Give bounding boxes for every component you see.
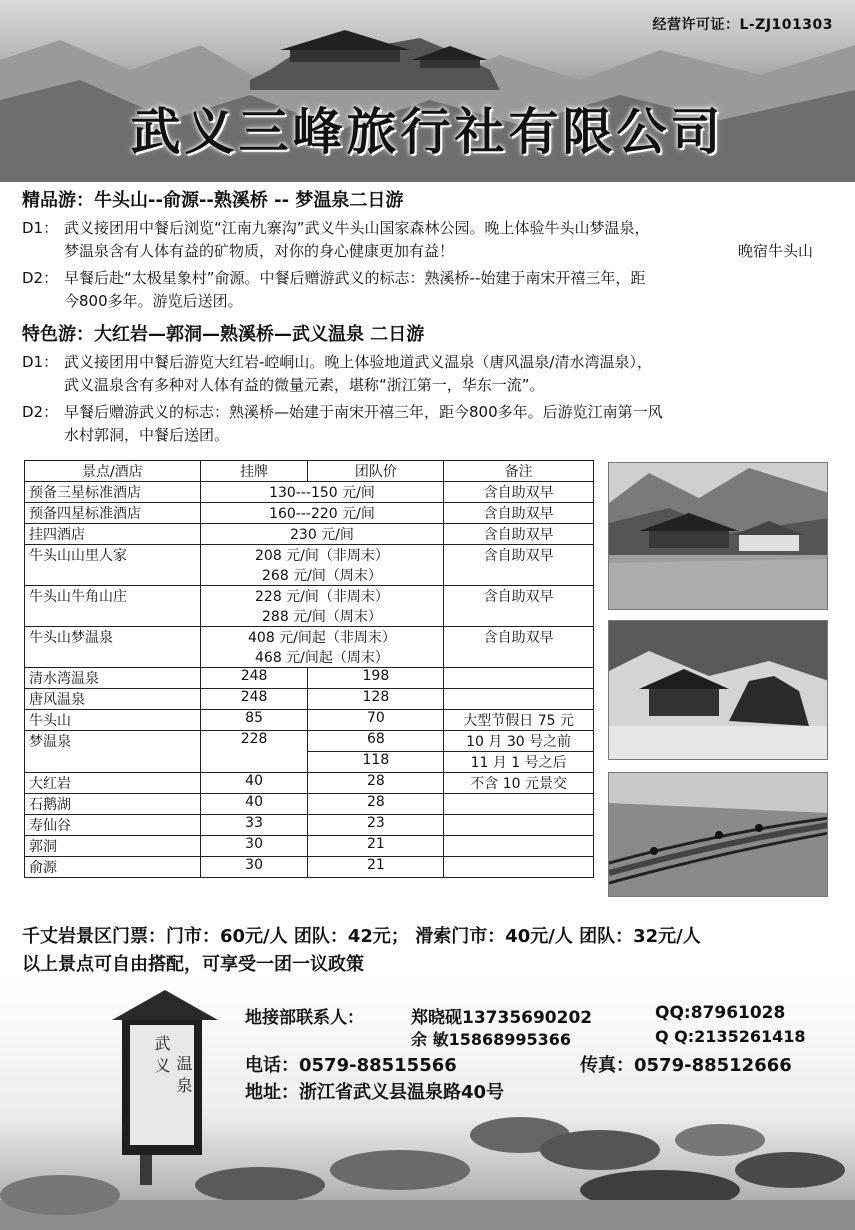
hotel-price-weekend: 288 元/间（周末）: [262, 609, 382, 625]
spot-note: [444, 689, 594, 710]
tour2-d1-label: D1：: [22, 353, 59, 371]
hotel-note: 含自助双早: [444, 503, 594, 524]
tour1-title: 精品游：牛头山--俞源--熟溪桥 -- 梦温泉二日游: [22, 190, 404, 211]
spot-group-price: 21: [308, 836, 444, 857]
hotel-name: 预备三星标准酒店: [25, 482, 201, 503]
table-row: [25, 545, 594, 586]
hotel-name: 预备四星标准酒店: [25, 503, 201, 524]
spot-group-price: 118: [308, 752, 444, 773]
spot-note: [444, 668, 594, 689]
hotel-price-weekday: 208 元/间（非周末）: [255, 548, 389, 564]
spot-list-price: 30: [200, 857, 308, 878]
photo-pavilion-statue: [608, 620, 828, 760]
spot-name: 梦温泉: [25, 731, 201, 773]
tour1-d1-stay: 晚宿牛头山: [738, 242, 814, 260]
spot-group-price: 128: [308, 689, 444, 710]
hotel-note: 含自助双早: [444, 627, 594, 668]
hotel-note: 含自助双早: [444, 482, 594, 503]
header-group-price: 团队价: [308, 461, 444, 482]
tour1-d2-line2: 今800多年。游览后送团。: [64, 292, 243, 310]
tour1-d2-label: D2：: [22, 269, 59, 287]
table-row: [25, 710, 594, 731]
spot-group-price: 198: [308, 668, 444, 689]
hotel-price: [200, 586, 444, 627]
spot-name: 大红岩: [25, 773, 201, 794]
hotel-note: 含自助双早: [444, 524, 594, 545]
spot-list-price: 30: [200, 836, 308, 857]
hotel-price-weekday: 228 元/间（非周末）: [255, 589, 389, 605]
spot-name: 俞源: [25, 857, 201, 878]
tour2-d1-line2: 武义温泉含有多种对人体有益的微量元素，堪称“浙江第一，华东一流”。: [64, 376, 545, 394]
table-header-row: [25, 461, 594, 482]
spot-group-price: 21: [308, 857, 444, 878]
tickets-line2: 以上景点可自由搭配，可享受一团一议政策: [22, 954, 364, 975]
spot-group-price: 70: [308, 710, 444, 731]
tour2-d2-line2: 水村郭洞，中餐后送团。: [64, 426, 230, 444]
spot-name: 清水湾温泉: [25, 668, 201, 689]
table-row: [25, 503, 594, 524]
spot-group-price: 23: [308, 815, 444, 836]
spot-name: 牛头山: [25, 710, 201, 731]
table-row: [25, 482, 594, 503]
spot-list-price: 248: [200, 689, 308, 710]
table-row: [25, 689, 594, 710]
tour1-d1-label: D1：: [22, 219, 59, 237]
spot-note: [444, 836, 594, 857]
hotel-note: 含自助双早: [444, 586, 594, 627]
company-name: 武义三峰旅行社有限公司: [130, 102, 725, 161]
tour1-d2-line1: 早餐后赴“太极星象村”俞源。中餐后赠游武义的标志：熟溪桥--始建于南宋开禧三年，距: [64, 269, 646, 287]
spot-group-price: 28: [308, 794, 444, 815]
table-row: [25, 627, 594, 668]
table-row: [25, 668, 594, 689]
table-row: [25, 836, 594, 857]
spot-note: [444, 815, 594, 836]
spot-name: 寿仙谷: [25, 815, 201, 836]
tour1-d1-line2: 梦温泉含有人体有益的矿物质，对你的身心健康更加有益！: [64, 242, 455, 260]
table-row: [25, 586, 594, 627]
spot-list-price: 40: [200, 794, 308, 815]
header-banner: [0, 0, 855, 182]
spot-note: 11 月 1 号之后: [444, 752, 594, 773]
hotel-name: 牛头山梦温泉: [25, 627, 201, 668]
sign-text-1: 武义: [152, 1035, 171, 1079]
contact-person1: 郑晓砚13735690202: [411, 1008, 593, 1028]
tour2-d1-line1: 武义接团用中餐后游览大红岩-崆峒山。晚上体验地道武义温泉（唐风温泉/清水湾温泉），: [64, 353, 652, 371]
hotel-price: 130---150 元/间: [200, 482, 444, 503]
footer-banner: [0, 975, 855, 1230]
tour2-title: 特色游：大红岩—郭洞—熟溪桥—武义温泉 二日游: [22, 324, 425, 345]
spot-list-price: 40: [200, 773, 308, 794]
header-list-price: 挂牌: [200, 461, 308, 482]
spot-list-price: 33: [200, 815, 308, 836]
hotel-price: 160---220 元/间: [200, 503, 444, 524]
hotel-name: 挂四酒店: [25, 524, 201, 545]
tour2-d2-line1: 早餐后赠游武义的标志：熟溪桥—始建于南宋开禧三年，距今800多年。后游览江南第一风: [64, 403, 663, 421]
hotel-price: [200, 545, 444, 586]
table-row: [25, 524, 594, 545]
spot-group-price: 68: [308, 731, 444, 752]
tickets-line1: 千丈岩景区门票：门市：60元/人 团队：42元； 滑索门市：40元/人 团队：32元/人: [22, 926, 701, 947]
spot-note: [444, 857, 594, 878]
table-row: [25, 857, 594, 878]
hotel-price: [200, 627, 444, 668]
table-row: [25, 815, 594, 836]
photo-lake-village: [608, 462, 828, 610]
spot-group-price: 28: [308, 773, 444, 794]
spot-note: [444, 794, 594, 815]
tour2-d2-label: D2：: [22, 403, 59, 421]
hotel-price: 230 元/间: [200, 524, 444, 545]
spot-list-price: 85: [200, 710, 308, 731]
hotel-note: 含自助双早: [444, 545, 594, 586]
tour1-d1-line1: 武义接团用中餐后浏览“江南九寨沟”武义牛头山国家森林公园。晚上体验牛头山梦温泉，: [64, 219, 650, 237]
contact-person2: 余 敏15868995366: [411, 1030, 572, 1049]
contact-fax: 传真：0579-88512666: [580, 1055, 792, 1076]
hotel-name: 牛头山牛角山庄: [25, 586, 201, 627]
table-row: [25, 773, 594, 794]
spot-name: 郭洞: [25, 836, 201, 857]
contact-phone: 电话：0579-88515566: [245, 1055, 457, 1076]
contact-qq2: Q Q:2135261418: [655, 1027, 806, 1046]
spot-name: 唐风温泉: [25, 689, 201, 710]
price-table: [24, 460, 594, 878]
table-row: [25, 731, 594, 752]
spot-note: 不含 10 元景交: [444, 773, 594, 794]
hotel-price-weekend: 468 元/间起（周末）: [255, 650, 389, 666]
license-number: 经营许可证：L-ZJ101303: [652, 17, 833, 33]
contact-qq1: QQ:87961028: [655, 1003, 786, 1023]
sign-text-2: 温泉: [174, 1055, 193, 1099]
table-row: [25, 794, 594, 815]
spot-note: 大型节假日 75 元: [444, 710, 594, 731]
contact-label: 地接部联系人：: [245, 1008, 364, 1028]
spot-note: 10 月 30 号之前: [444, 731, 594, 752]
spot-list-price: 248: [200, 668, 308, 689]
hotel-price-weekday: 408 元/间起（非周末）: [248, 630, 396, 646]
spot-name: 石鹅湖: [25, 794, 201, 815]
header-spot: 景点/酒店: [25, 461, 201, 482]
contact-address: 地址：浙江省武义县温泉路40号: [245, 1082, 505, 1103]
header-note: 备注: [444, 461, 594, 482]
hotel-name: 牛头山山里人家: [25, 545, 201, 586]
hotel-price-weekend: 268 元/间（周末）: [262, 568, 382, 584]
spot-list-price: 228: [200, 731, 308, 773]
photo-suspension-bridge: [608, 772, 828, 897]
